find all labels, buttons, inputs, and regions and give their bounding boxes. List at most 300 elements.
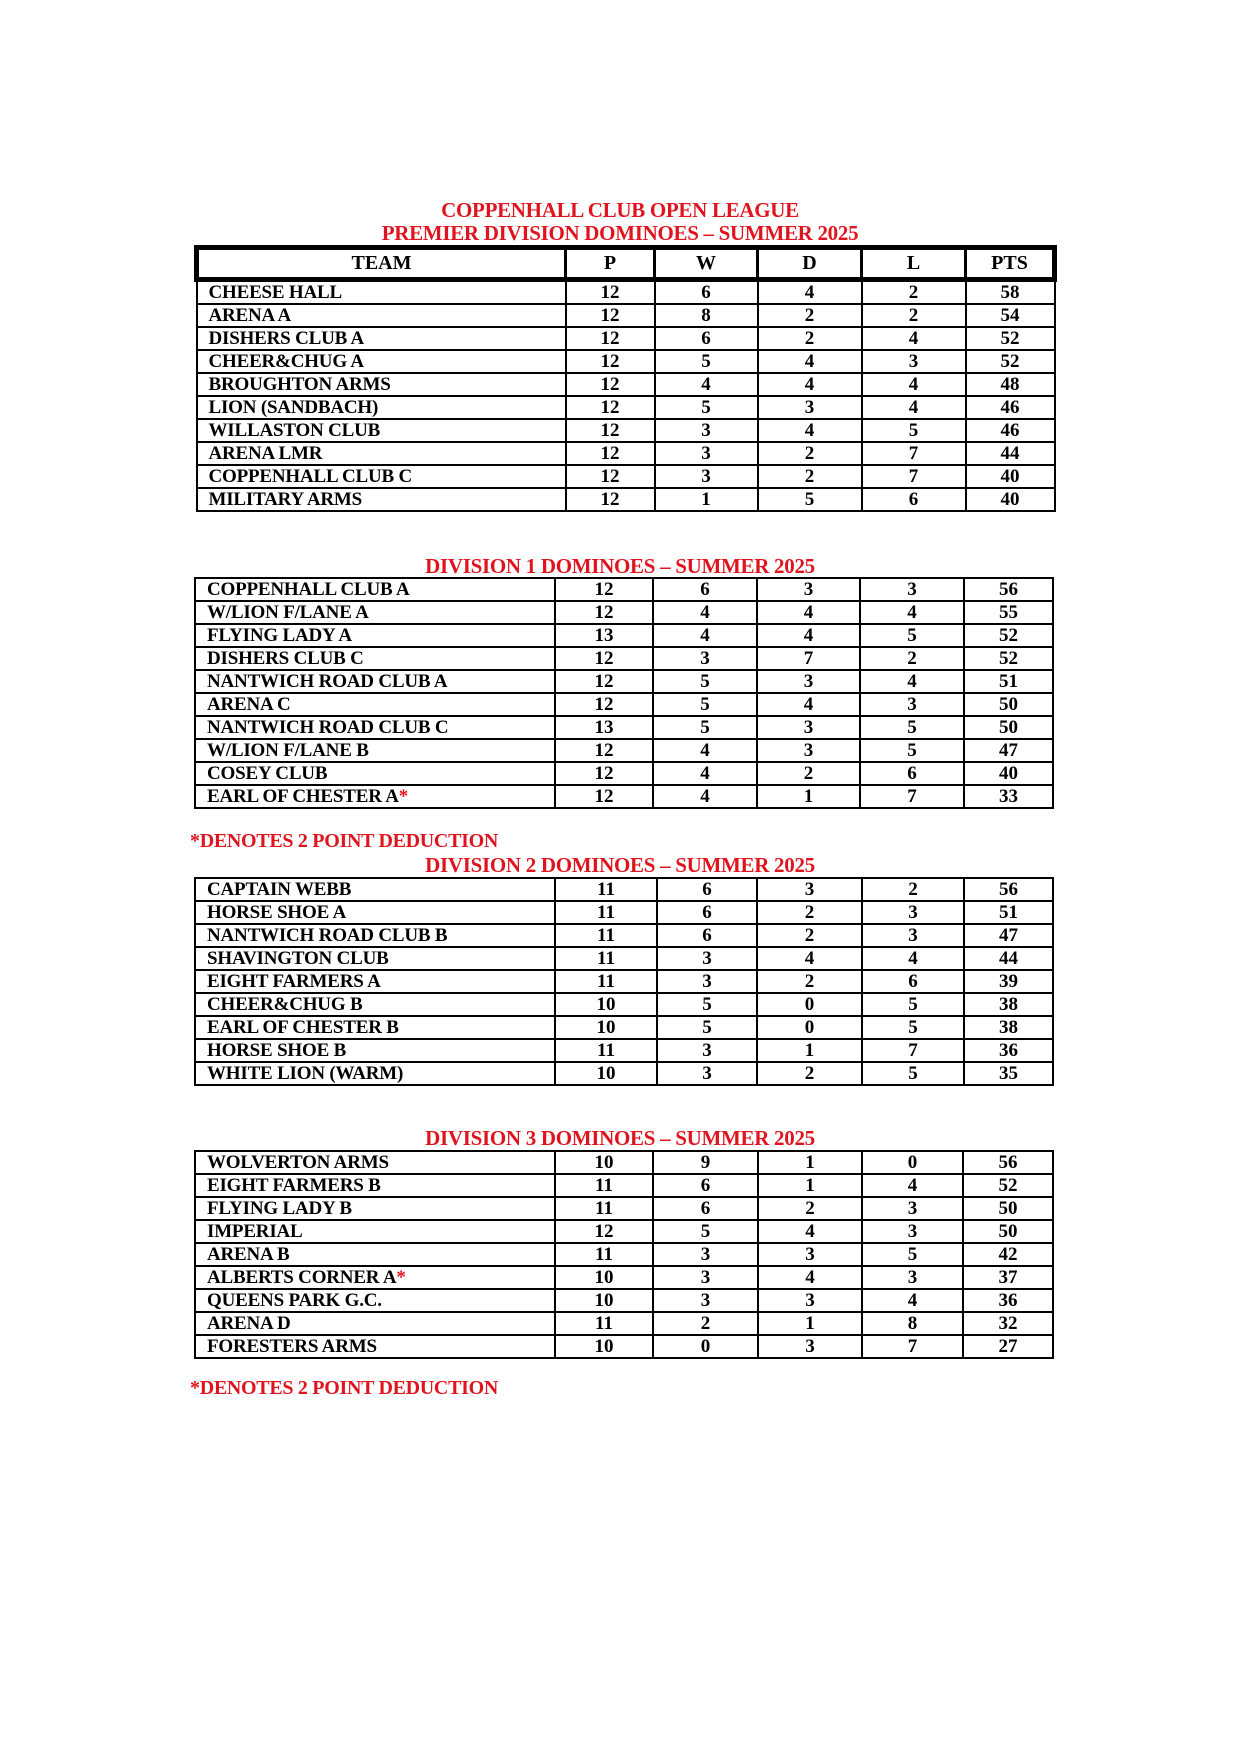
- drawn-cell: 1: [758, 1151, 862, 1174]
- points-cell: 40: [966, 465, 1055, 488]
- won-cell: 6: [657, 878, 757, 901]
- points-cell: 36: [963, 1289, 1053, 1312]
- lost-cell: 4: [862, 327, 966, 350]
- played-cell: 12: [566, 488, 655, 511]
- team-cell: [195, 1220, 555, 1243]
- points-cell: 51: [964, 670, 1053, 693]
- drawn-cell: 1: [757, 785, 860, 808]
- division-2-title: [0, 854, 1240, 876]
- lost-cell: 7: [862, 1039, 964, 1062]
- played-cell: 11: [555, 924, 657, 947]
- team-name: CHEER&CHUG A: [208, 351, 364, 372]
- division-1-title-text: DIVISION 1 DOMINOES – SUMMER 2025: [425, 554, 815, 578]
- played-cell: 12: [566, 419, 655, 442]
- table-row: [195, 762, 1053, 785]
- drawn-cell: 2: [757, 924, 862, 947]
- points-cell: 42: [963, 1243, 1053, 1266]
- table-row: [195, 947, 1053, 970]
- played-cell: 12: [566, 465, 655, 488]
- table-row: [195, 1312, 1053, 1335]
- team-name: CHEER&CHUG B: [207, 994, 363, 1015]
- team-name: ARENA D: [207, 1313, 291, 1334]
- lost-cell: 4: [862, 947, 964, 970]
- team-cell: [197, 280, 566, 305]
- won-cell: 3: [655, 442, 758, 465]
- played-cell: 12: [566, 280, 655, 305]
- points-cell: 54: [966, 304, 1055, 327]
- team-cell: [195, 1335, 555, 1358]
- points-cell: 40: [964, 762, 1053, 785]
- table-row: [195, 1039, 1053, 1062]
- team-name: FORESTERS ARMS: [207, 1336, 377, 1357]
- team-cell: [195, 1266, 555, 1289]
- drawn-cell: 2: [758, 465, 862, 488]
- team-name: MILITARY ARMS: [208, 489, 362, 510]
- lost-cell: 5: [862, 1062, 964, 1085]
- points-cell: 56: [964, 878, 1053, 901]
- points-cell: 52: [966, 327, 1055, 350]
- team-name: EIGHT FARMERS A: [207, 971, 381, 992]
- team-cell: [195, 762, 555, 785]
- team-name: EIGHT FARMERS B: [207, 1175, 381, 1196]
- team-name: LION (SANDBACH): [208, 397, 379, 418]
- deduction-asterisk: *: [398, 786, 409, 807]
- team-cell: [195, 878, 555, 901]
- table-row: [195, 739, 1053, 762]
- won-cell: 4: [653, 739, 757, 762]
- team-cell: [197, 396, 566, 419]
- team-cell: [195, 924, 555, 947]
- premier-division-table: [194, 245, 1057, 512]
- won-cell: 3: [653, 647, 757, 670]
- team-cell: [195, 624, 555, 647]
- drawn-cell: 3: [758, 1335, 862, 1358]
- table-row: [197, 465, 1055, 488]
- team-cell: [197, 304, 566, 327]
- played-cell: 11: [555, 1174, 653, 1197]
- table-row: [197, 373, 1055, 396]
- lost-cell: 3: [862, 924, 964, 947]
- points-cell: 38: [964, 993, 1053, 1016]
- team-cell: [197, 419, 566, 442]
- table-row: [197, 442, 1055, 465]
- table-row: [195, 1243, 1053, 1266]
- won-cell: 3: [653, 1243, 758, 1266]
- table-row: [195, 624, 1053, 647]
- team-name: IMPERIAL: [207, 1221, 303, 1242]
- points-cell: 56: [963, 1151, 1053, 1174]
- column-header-points: PTS: [966, 248, 1055, 280]
- played-cell: 12: [555, 739, 653, 762]
- team-cell: [197, 465, 566, 488]
- lost-cell: 3: [862, 1266, 963, 1289]
- drawn-cell: 2: [758, 304, 862, 327]
- played-cell: 12: [555, 693, 653, 716]
- drawn-cell: 2: [758, 1197, 862, 1220]
- lost-cell: 6: [860, 762, 964, 785]
- points-cell: 48: [966, 373, 1055, 396]
- team-name: DISHERS CLUB C: [207, 648, 364, 669]
- won-cell: 6: [657, 924, 757, 947]
- table-row: [195, 785, 1053, 808]
- division-3-deduction-note: *DENOTES 2 POINT DEDUCTION: [190, 1377, 499, 1399]
- won-cell: 4: [653, 601, 757, 624]
- team-name: BROUGHTON ARMS: [208, 374, 391, 395]
- won-cell: 5: [653, 693, 757, 716]
- team-name: COSEY CLUB: [207, 763, 328, 784]
- lost-cell: 2: [860, 647, 964, 670]
- played-cell: 10: [555, 1062, 657, 1085]
- points-cell: 39: [964, 970, 1053, 993]
- premier-division-title-text: PREMIER DIVISION DOMINOES – SUMMER 2025: [381, 221, 859, 245]
- points-cell: 51: [964, 901, 1053, 924]
- drawn-cell: 4: [758, 1220, 862, 1243]
- team-cell: [195, 947, 555, 970]
- won-cell: 4: [655, 373, 758, 396]
- won-cell: 3: [655, 465, 758, 488]
- lost-cell: 4: [862, 373, 966, 396]
- column-header-lost: L: [862, 248, 966, 280]
- drawn-cell: 3: [757, 878, 862, 901]
- team-cell: [195, 1312, 555, 1335]
- team-name: WHITE LION (WARM): [207, 1063, 404, 1084]
- lost-cell: 7: [862, 442, 966, 465]
- lost-cell: 8: [862, 1312, 963, 1335]
- lost-cell: 6: [862, 970, 964, 993]
- drawn-cell: 3: [757, 578, 860, 601]
- played-cell: 13: [555, 716, 653, 739]
- table-row: [197, 396, 1055, 419]
- played-cell: 10: [555, 1016, 657, 1039]
- won-cell: 4: [653, 762, 757, 785]
- team-cell: [195, 1062, 555, 1085]
- played-cell: 12: [555, 601, 653, 624]
- lost-cell: 2: [862, 280, 966, 305]
- lost-cell: 5: [860, 624, 964, 647]
- played-cell: 12: [555, 785, 653, 808]
- division-3-title: [0, 1127, 1240, 1149]
- points-cell: 44: [966, 442, 1055, 465]
- points-cell: 36: [964, 1039, 1053, 1062]
- played-cell: 12: [555, 670, 653, 693]
- won-cell: 8: [655, 304, 758, 327]
- team-name: QUEENS PARK G.C.: [207, 1290, 382, 1311]
- team-name: NANTWICH ROAD CLUB B: [207, 925, 448, 946]
- team-cell: [195, 970, 555, 993]
- drawn-cell: 3: [758, 1243, 862, 1266]
- lost-cell: 6: [862, 488, 966, 511]
- table-row: [197, 280, 1055, 305]
- lost-cell: 2: [862, 304, 966, 327]
- team-name: EARL OF CHESTER A: [207, 786, 399, 807]
- drawn-cell: 4: [757, 601, 860, 624]
- team-name: ARENA B: [207, 1244, 290, 1265]
- table-row: [195, 1335, 1053, 1358]
- points-cell: 44: [964, 947, 1053, 970]
- drawn-cell: 3: [757, 739, 860, 762]
- played-cell: 10: [555, 1266, 653, 1289]
- table-header-row: [197, 248, 1055, 280]
- team-name: ARENA A: [208, 305, 292, 326]
- won-cell: 2: [653, 1312, 758, 1335]
- team-name: FLYING LADY B: [207, 1198, 352, 1219]
- team-name: DISHERS CLUB A: [208, 328, 365, 349]
- lost-cell: 5: [862, 1016, 964, 1039]
- won-cell: 3: [657, 1062, 757, 1085]
- table-row: [195, 647, 1053, 670]
- points-cell: 33: [964, 785, 1053, 808]
- drawn-cell: 4: [758, 373, 862, 396]
- drawn-cell: 3: [758, 396, 862, 419]
- won-cell: 5: [657, 1016, 757, 1039]
- team-name: WOLVERTON ARMS: [207, 1152, 389, 1173]
- played-cell: 11: [555, 947, 657, 970]
- team-cell: [195, 670, 555, 693]
- lost-cell: 3: [860, 578, 964, 601]
- table-row: [195, 1016, 1053, 1039]
- points-cell: 27: [963, 1335, 1053, 1358]
- division-2-table: [194, 877, 1054, 1086]
- drawn-cell: 0: [757, 993, 862, 1016]
- points-cell: 50: [964, 693, 1053, 716]
- table-row: [195, 924, 1053, 947]
- team-cell: [195, 1197, 555, 1220]
- played-cell: 11: [555, 1197, 653, 1220]
- points-cell: 50: [963, 1220, 1053, 1243]
- points-cell: 35: [964, 1062, 1053, 1085]
- won-cell: 5: [657, 993, 757, 1016]
- points-cell: 47: [964, 739, 1053, 762]
- table-row: [197, 419, 1055, 442]
- lost-cell: 7: [860, 785, 964, 808]
- points-cell: 52: [964, 624, 1053, 647]
- team-name: ALBERTS CORNER A: [207, 1267, 397, 1288]
- team-name: HORSE SHOE B: [207, 1040, 347, 1061]
- played-cell: 12: [555, 647, 653, 670]
- lost-cell: 7: [862, 1335, 963, 1358]
- won-cell: 3: [655, 419, 758, 442]
- table-row: [197, 488, 1055, 511]
- lost-cell: 3: [862, 901, 964, 924]
- points-cell: 52: [963, 1174, 1053, 1197]
- team-name: WILLASTON CLUB: [208, 420, 381, 441]
- table-row: [197, 304, 1055, 327]
- team-name: W/LION F/LANE B: [207, 740, 369, 761]
- points-cell: 37: [963, 1266, 1053, 1289]
- drawn-cell: 1: [758, 1312, 862, 1335]
- team-cell: [197, 327, 566, 350]
- points-cell: 47: [964, 924, 1053, 947]
- won-cell: 5: [653, 670, 757, 693]
- table-row: [195, 970, 1053, 993]
- team-name: NANTWICH ROAD CLUB A: [207, 671, 448, 692]
- table-row: [195, 578, 1053, 601]
- points-cell: 52: [966, 350, 1055, 373]
- team-name: ARENA LMR: [208, 443, 323, 464]
- drawn-cell: 4: [758, 350, 862, 373]
- premier-division-title: [0, 222, 1240, 244]
- won-cell: 5: [653, 1220, 758, 1243]
- drawn-cell: 4: [757, 624, 860, 647]
- table-row: [195, 1266, 1053, 1289]
- drawn-cell: 2: [757, 762, 860, 785]
- won-cell: 0: [653, 1335, 758, 1358]
- drawn-cell: 2: [757, 901, 862, 924]
- lost-cell: 5: [860, 739, 964, 762]
- played-cell: 12: [555, 1220, 653, 1243]
- won-cell: 4: [653, 624, 757, 647]
- column-header-won: W: [655, 248, 758, 280]
- won-cell: 6: [653, 1197, 758, 1220]
- lost-cell: 3: [860, 693, 964, 716]
- team-name: FLYING LADY A: [207, 625, 352, 646]
- played-cell: 11: [555, 1039, 657, 1062]
- team-name: HORSE SHOE A: [207, 902, 347, 923]
- won-cell: 3: [657, 1039, 757, 1062]
- lost-cell: 3: [862, 1220, 963, 1243]
- lost-cell: 5: [862, 993, 964, 1016]
- drawn-cell: 4: [758, 280, 862, 305]
- lost-cell: 3: [862, 350, 966, 373]
- deduction-asterisk: *: [396, 1267, 406, 1288]
- won-cell: 6: [653, 578, 757, 601]
- team-cell: [195, 716, 555, 739]
- lost-cell: 4: [862, 1174, 963, 1197]
- drawn-cell: 5: [758, 488, 862, 511]
- league-title-text: COPPENHALL CLUB OPEN LEAGUE: [441, 198, 799, 222]
- won-cell: 6: [653, 1174, 758, 1197]
- points-cell: 56: [964, 578, 1053, 601]
- team-name: ARENA C: [207, 694, 291, 715]
- played-cell: 12: [566, 373, 655, 396]
- table-row: [195, 993, 1053, 1016]
- team-cell: [195, 1151, 555, 1174]
- team-cell: [197, 442, 566, 465]
- table-row: [195, 1197, 1053, 1220]
- played-cell: 13: [555, 624, 653, 647]
- played-cell: 10: [555, 1151, 653, 1174]
- won-cell: 3: [657, 947, 757, 970]
- division-1-title: [0, 555, 1240, 577]
- drawn-cell: 1: [758, 1174, 862, 1197]
- won-cell: 6: [655, 327, 758, 350]
- division-1-table: [194, 577, 1054, 809]
- division-2-title-text: DIVISION 2 DOMINOES – SUMMER 2025: [425, 853, 815, 877]
- table-row: [195, 901, 1053, 924]
- lost-cell: 4: [862, 1289, 963, 1312]
- won-cell: 3: [653, 1266, 758, 1289]
- team-cell: [197, 350, 566, 373]
- won-cell: 3: [653, 1289, 758, 1312]
- team-cell: [195, 1039, 555, 1062]
- table-row: [195, 1062, 1053, 1085]
- played-cell: 12: [566, 327, 655, 350]
- points-cell: 50: [963, 1197, 1053, 1220]
- league-title: [0, 199, 1240, 221]
- table-row: [195, 716, 1053, 739]
- played-cell: 12: [555, 762, 653, 785]
- table-row: [195, 601, 1053, 624]
- points-cell: 32: [963, 1312, 1053, 1335]
- points-cell: 50: [964, 716, 1053, 739]
- table-row: [195, 693, 1053, 716]
- table-row: [197, 327, 1055, 350]
- played-cell: 11: [555, 901, 657, 924]
- team-cell: [197, 488, 566, 511]
- division-1-deduction-note: *DENOTES 2 POINT DEDUCTION: [190, 830, 499, 852]
- played-cell: 11: [555, 1312, 653, 1335]
- team-cell: [195, 647, 555, 670]
- division-3-table: [194, 1150, 1054, 1359]
- team-name: SHAVINGTON CLUB: [207, 948, 389, 969]
- team-name: CAPTAIN WEBB: [207, 879, 352, 900]
- drawn-cell: 1: [757, 1039, 862, 1062]
- table-row: [197, 350, 1055, 373]
- table-row: [195, 670, 1053, 693]
- table-row: [195, 878, 1053, 901]
- drawn-cell: 2: [757, 1062, 862, 1085]
- lost-cell: 4: [860, 670, 964, 693]
- team-cell: [195, 739, 555, 762]
- team-name: W/LION F/LANE A: [207, 602, 369, 623]
- points-cell: 38: [964, 1016, 1053, 1039]
- played-cell: 12: [566, 350, 655, 373]
- won-cell: 5: [655, 396, 758, 419]
- table-row: [195, 1174, 1053, 1197]
- column-header-drawn: D: [758, 248, 862, 280]
- lost-cell: 2: [862, 878, 964, 901]
- column-header-played: P: [566, 248, 655, 280]
- lost-cell: 4: [862, 396, 966, 419]
- won-cell: 6: [655, 280, 758, 305]
- team-cell: [195, 993, 555, 1016]
- played-cell: 11: [555, 970, 657, 993]
- lost-cell: 7: [862, 465, 966, 488]
- team-cell: [195, 1016, 555, 1039]
- team-cell: [195, 901, 555, 924]
- drawn-cell: 2: [758, 442, 862, 465]
- team-cell: [195, 1174, 555, 1197]
- team-cell: [195, 1289, 555, 1312]
- table-row: [195, 1289, 1053, 1312]
- team-name: COPPENHALL CLUB C: [208, 466, 413, 487]
- team-cell: [197, 373, 566, 396]
- team-name: CHEESE HALL: [208, 282, 342, 303]
- won-cell: 5: [655, 350, 758, 373]
- lost-cell: 5: [862, 419, 966, 442]
- division-3-title-text: DIVISION 3 DOMINOES – SUMMER 2025: [425, 1126, 815, 1150]
- drawn-cell: 4: [757, 947, 862, 970]
- played-cell: 10: [555, 993, 657, 1016]
- won-cell: 5: [653, 716, 757, 739]
- drawn-cell: 3: [758, 1289, 862, 1312]
- played-cell: 12: [555, 578, 653, 601]
- team-cell: [195, 601, 555, 624]
- column-header-team: TEAM: [197, 248, 566, 280]
- lost-cell: 5: [862, 1243, 963, 1266]
- points-cell: 40: [966, 488, 1055, 511]
- won-cell: 1: [655, 488, 758, 511]
- played-cell: 11: [555, 1243, 653, 1266]
- drawn-cell: 2: [758, 327, 862, 350]
- drawn-cell: 0: [757, 1016, 862, 1039]
- won-cell: 9: [653, 1151, 758, 1174]
- lost-cell: 5: [860, 716, 964, 739]
- lost-cell: 3: [862, 1197, 963, 1220]
- points-cell: 55: [964, 601, 1053, 624]
- drawn-cell: 2: [757, 970, 862, 993]
- played-cell: 10: [555, 1289, 653, 1312]
